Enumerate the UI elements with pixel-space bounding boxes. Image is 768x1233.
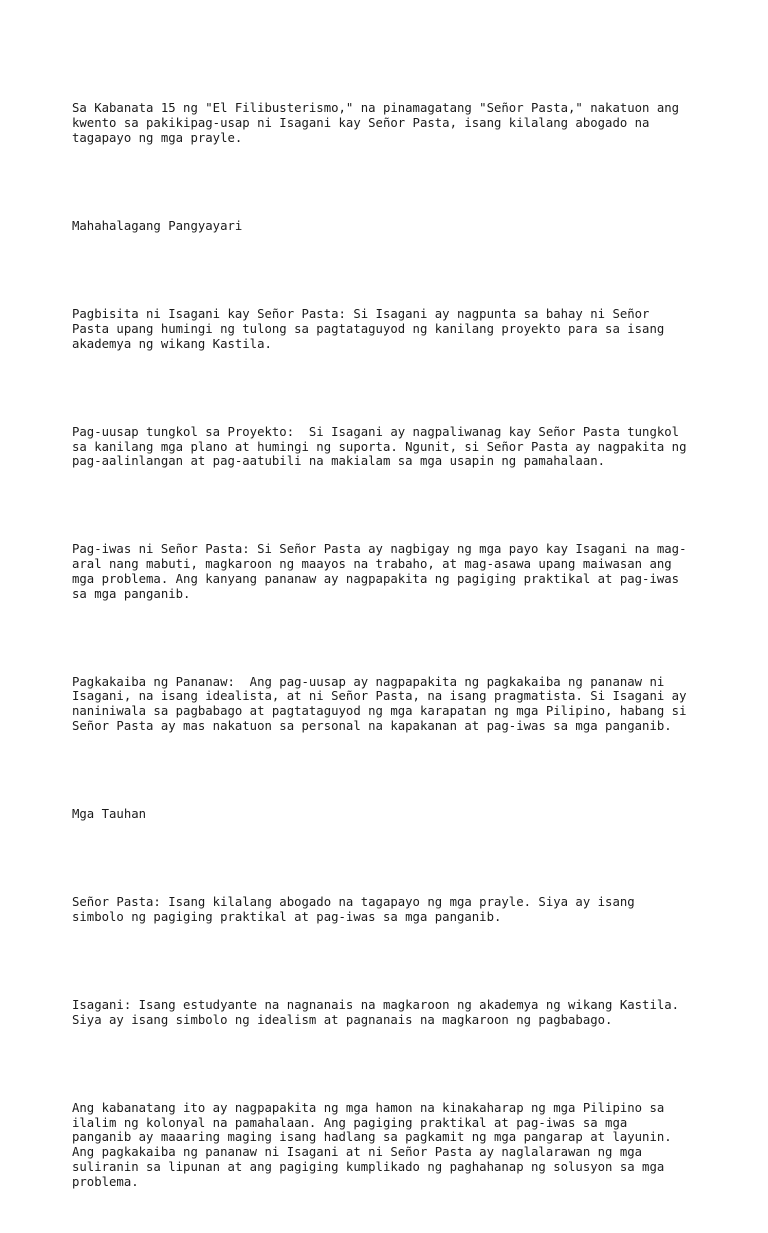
event-avoidance-paragraph: Pag-iwas ni Señor Pasta: Si Señor Pasta ay nagbigay ng mga payo kay Isagani na mag- aral nang mabuti, magkaroon ng maayos na trabaho, at mag-asawa upang maiwasan ang mga problema. Ang kanyang pananaw ay nagpapakita ng pagiging praktikal at pag-iwas sa mga panganib. — [72, 542, 687, 601]
character-senor-pasta-paragraph: Señor Pasta: Isang kilalang abogado na tagapayo ng mga prayle. Siya ay isang simbolo ng pagiging praktikal at pag-iwas sa mga panganib. — [72, 895, 635, 924]
event-difference-paragraph: Pagkakaiba ng Pananaw: Ang pag-uusap ay nagpapakita ng pagkakaiba ng pananaw ni Isagani, na isang idealista, at ni Señor Pasta, na isang pragmatista. Si Isagani ay naniniwala sa pagbabago at pagtataguyod ng mga karapatan ng mga Pilipino, habang si Señor Pasta ay mas nakatuon sa personal na kapakanan at pag-iwas sa mga panganib. — [72, 674, 687, 733]
section-heading-characters: Mga Tauhan — [72, 807, 147, 822]
intro-paragraph: Sa Kabanata 15 ng "El Filibusterismo," na pinamagatang "Señor Pasta," nakatuon ang kwento sa pakikipag-usap ni Isagani kay Señor Pasta, isang kilalang abogado na tagapayo ng mga prayle. — [72, 101, 680, 145]
conclusion-paragraph: Ang kabanatang ito ay nagpapakita ng mga hamon na kinakaharap ng mga Pilipino sa ilalim ng kolonyal na pamahalaan. Ang pagiging praktikal at pag-iwas sa mga panganib ay maaaring maging isang hadlang sa pagkamit ng mga pangarap at layunin. Ang pagkakaiba ng pananaw ni Isagani at ni Señor Pasta ay naglalarawan ng mga suliranin sa lipunan at ang pagiging kumplikado ng paghahanap ng solusyon sa mga problema. — [72, 1101, 672, 1189]
event-project-talk-paragraph: Pag-uusap tungkol sa Proyekto: Si Isagani ay nagpaliwanag kay Señor Pasta tungkol sa kanilang mga plano at humingi ng suporta. Ngunit, si Señor Pasta ay nagpakita ng pag-aalinlangan at pag-aatubili na makialam sa mga usapin ng pamahalaan. — [72, 424, 687, 469]
event-visit-paragraph: Pagbisita ni Isagani kay Señor Pasta: Si Isagani ay nagpunta sa bahay ni Señor Pasta upang humingi ng tulong sa pagtataguyod ng kanilang proyekto para sa isang akademya ng wikang Kastila. — [72, 307, 665, 351]
character-isagani-paragraph: Isagani: Isang estudyante na nagnanais na magkaroon ng akademya ng wikang Kastila. Siya ay isang simbolo ng idealism at pagnanais na magkaroon ng pagbabago. — [72, 998, 680, 1027]
document-page — [72, 72, 702, 1233]
section-heading-events: Mahahalagang Pangyayari — [72, 219, 243, 234]
